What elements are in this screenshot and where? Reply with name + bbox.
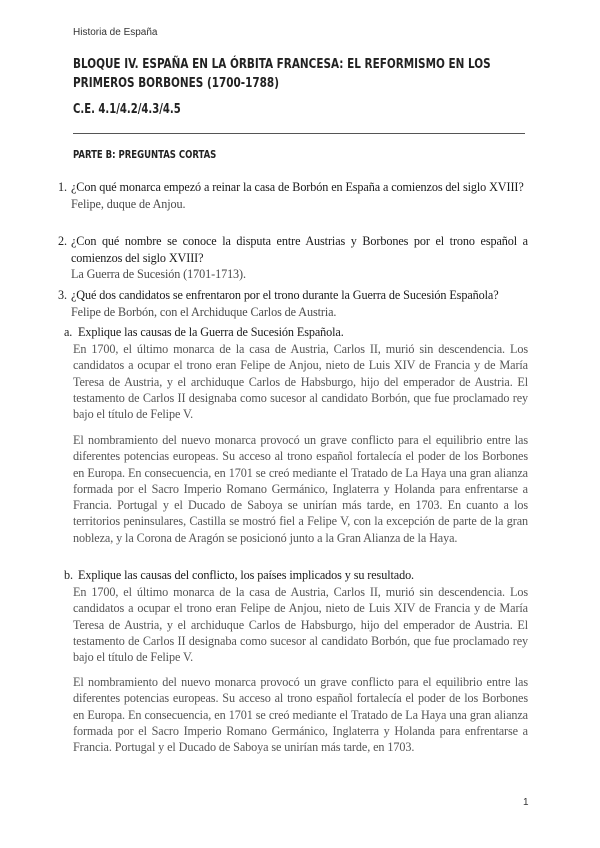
answer-text: La Guerra de Sucesión (1701-1713). xyxy=(71,267,246,281)
answer-text: Felipe, duque de Anjou. xyxy=(71,196,186,211)
answer-paragraph: En 1700, el último monarca de la casa de Austria, Carlos II, murió sin descendencia. Los candidatos a ocupar el trono eran Felipe de Anjou, nieto de Luis XIV de Francia y de María Teresa de Austria, y el archiduque Carlos de Habsburgo, hijo del emperador de Austria. El testamento de Carlos II designaba como sucesor al candidato Borbón, que fue proclamado rey bajo el título de Felipe V. xyxy=(73,342,528,422)
subquestion-item xyxy=(64,324,528,341)
page-number: 1 xyxy=(523,797,529,808)
answer-paragraph: El nombramiento del nuevo monarca provocó un grave conflicto para el equilibrio entre las diferentes potencias europeas. Su acceso al trono español fortalecía el poder de los Borbones en Europa. En consecuencia, en 1701 se creó mediante el Tratado de La Haya una gran alianza formada por el Sacro Imperio Romano Germánico, Inglaterra y Holanda para enfrentarse a Francia. Portugal y el Ducado de Saboya se unirían más tarde, en 1703. xyxy=(73,675,528,755)
question-text: ¿Con qué monarca empezó a reinar la casa de Borbón en España a comienzos del siglo XVIII? xyxy=(71,180,524,194)
question-number: 2. xyxy=(58,234,67,248)
question-item xyxy=(58,233,528,283)
subquestion-text: Explique las causas del conflicto, los países implicados y su resultado. xyxy=(78,568,415,582)
question-text: ¿Qué dos candidatos se enfrentaron por el trono durante la Guerra de Sucesión Española? xyxy=(71,288,499,302)
criteria-codes: C.E. 4.1/4.2/4.3/4.5 xyxy=(73,102,181,117)
question-item xyxy=(58,179,528,212)
question-number: 3. xyxy=(58,288,67,302)
subquestion-item xyxy=(64,567,528,584)
answer-text: Felipe de Borbón, con el Archiduque Carlos de Austria. xyxy=(71,304,337,319)
subquestion-letter: b. xyxy=(64,568,73,582)
subquestion-letter: a. xyxy=(64,325,73,339)
subquestion-text: Explique las causas de la Guerra de Sucesión Española. xyxy=(78,325,344,339)
answer-paragraph: En 1700, el último monarca de la casa de Austria, Carlos II, murió sin descendencia. Los candidatos a ocupar el trono eran Felipe de Anjou, nieto de Luis XIV de Francia y de María Teresa de Austria, y el archiduque Carlos de Habsburgo, hijo del emperador de Austria. El testamento de Carlos II designaba como sucesor al candidato Borbón, que fue proclamado rey bajo el título de Felipe V. xyxy=(73,585,528,665)
running-header: Historia de España xyxy=(73,27,158,38)
horizontal-divider xyxy=(73,133,525,134)
question-item xyxy=(58,287,528,320)
answer-paragraph: El nombramiento del nuevo monarca provocó un grave conflicto para el equilibrio entre las diferentes potencias europeas. Su acceso al trono español fortalecía el poder de los Borbones en Europa. En consecuencia, en 1701 se creó mediante el Tratado de La Haya una gran alianza formada por el Sacro Imperio Romano Germánico, Inglaterra y Holanda para enfrentarse a Francia. Portugal y el Ducado de Saboya se unirían más tarde, en 1703. En cuanto a los territorios peninsulares, Castilla se mostró fiel a Felipe V, con la excepción de parte de la gran nobleza, y la Corona de Aragón se posicionó junto a la Gran Alianza de la Haya. xyxy=(73,433,528,545)
question-number: 1. xyxy=(58,180,67,194)
question-text: ¿Con qué nombre se conoce la disputa entre Austrias y Borbones por el trono español a comienzos del siglo XVIII? xyxy=(71,234,528,265)
section-heading: PARTE B: PREGUNTAS CORTAS xyxy=(73,148,217,161)
document-title: BLOQUE IV. ESPAÑA EN LA ÓRBITA FRANCESA: EL REFORMISMO EN LOS PRIMEROS BORBONES (1700-1788) xyxy=(73,56,491,91)
